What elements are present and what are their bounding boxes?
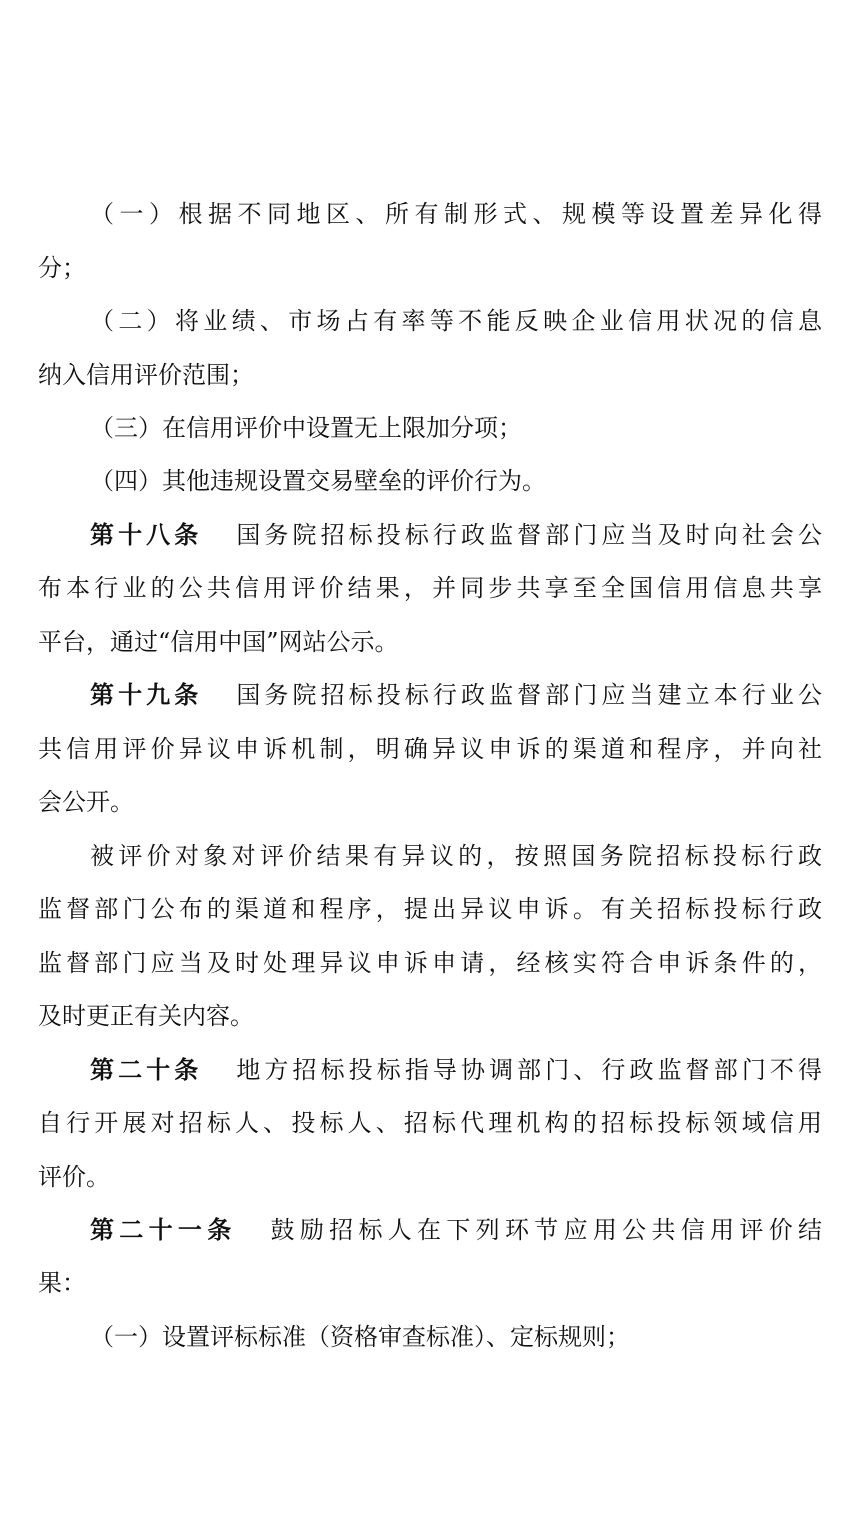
article-21-line bbox=[90, 1210, 822, 1250]
line-text: （四）其他违规设置交易壁垒的评价行为。 bbox=[90, 467, 546, 495]
line-text: 平台，通过“信用中国”网站公示。 bbox=[38, 628, 399, 656]
line-text: 布本行业的公共信用评价结果，并同步共享至全国信用信息共享 bbox=[38, 574, 822, 602]
paragraph-line bbox=[38, 889, 822, 929]
line-text: （二）将业绩、市场占有率等不能反映企业信用状况的信息 bbox=[90, 307, 822, 335]
paragraph-line bbox=[38, 248, 822, 288]
article-19-line bbox=[90, 675, 822, 715]
line-text: （一）根据不同地区、所有制形式、规模等设置差异化得 bbox=[90, 200, 822, 228]
article-heading: 第二十一条 bbox=[90, 1216, 237, 1244]
line-text: 被评价对象对评价结果有异议的，按照国务院招标投标行政 bbox=[90, 842, 822, 870]
paragraph-line bbox=[90, 836, 822, 876]
line-text: 地方招标投标指导协调部门、行政监督部门不得 bbox=[236, 1056, 822, 1084]
line-text: 共信用评价异议申诉机制，明确异议申诉的渠道和程序，并向社 bbox=[38, 735, 822, 763]
paragraph-line bbox=[90, 408, 822, 448]
line-text: 及时更正有关内容。 bbox=[38, 1002, 254, 1030]
paragraph-line bbox=[38, 943, 822, 983]
paragraph-line bbox=[90, 1317, 822, 1357]
paragraph-line bbox=[38, 1263, 822, 1303]
line-text: 分； bbox=[38, 254, 86, 282]
line-text: 鼓励招标人在下列环节应用公共信用评价结 bbox=[270, 1216, 822, 1244]
article-heading: 第十八条 bbox=[90, 521, 203, 549]
paragraph-line bbox=[90, 301, 822, 341]
line-text: 监督部门应当及时处理异议申诉申请，经核实符合申诉条件的， bbox=[38, 949, 822, 977]
line-text: 纳入信用评价范围； bbox=[38, 361, 254, 389]
article-20-line bbox=[90, 1050, 822, 1090]
paragraph-line bbox=[38, 1103, 822, 1143]
line-text: （三）在信用评价中设置无上限加分项； bbox=[90, 414, 522, 442]
paragraph-line bbox=[38, 622, 822, 662]
paragraph-line bbox=[38, 355, 822, 395]
line-text: 监督部门公布的渠道和程序，提出异议申诉。有关招标投标行政 bbox=[38, 895, 822, 923]
paragraph-line bbox=[38, 782, 822, 822]
article-heading: 第二十条 bbox=[90, 1056, 203, 1084]
paragraph-line bbox=[38, 729, 822, 769]
paragraph-line bbox=[38, 1157, 822, 1197]
article-18-line bbox=[90, 515, 822, 555]
paragraph-line bbox=[90, 194, 822, 234]
line-text: 国务院招标投标行政监督部门应当建立本行业公 bbox=[236, 681, 822, 709]
line-text: 国务院招标投标行政监督部门应当及时向社会公 bbox=[236, 521, 822, 549]
line-text: 自行开展对招标人、投标人、招标代理机构的招标投标领域信用 bbox=[38, 1109, 822, 1137]
line-text: 会公开。 bbox=[38, 788, 134, 816]
article-heading: 第十九条 bbox=[90, 681, 203, 709]
line-text: 评价。 bbox=[38, 1163, 110, 1191]
paragraph-line bbox=[38, 568, 822, 608]
paragraph-line bbox=[38, 996, 822, 1036]
paragraph-line bbox=[90, 461, 822, 501]
line-text: （一）设置评标标准（资格审查标准）、定标规则； bbox=[90, 1323, 630, 1351]
line-text: 果： bbox=[38, 1269, 86, 1297]
